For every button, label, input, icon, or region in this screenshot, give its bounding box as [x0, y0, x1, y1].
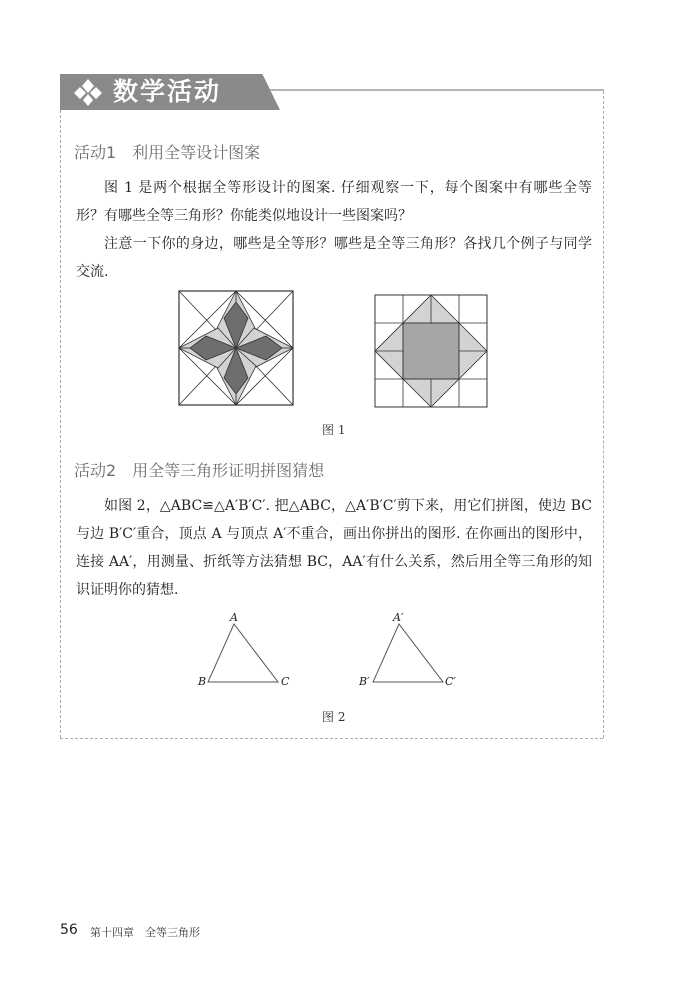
- figure1-star-pattern: [178, 290, 294, 406]
- activity1-paragraph1: 图 1 是两个根据全等形设计的图案. 仔细观察一下，每个图案中有哪些全等形？有哪些全等三角形？你能类似地设计一些图案吗？: [76, 180, 592, 224]
- vertex-label-b-prime: B′: [359, 675, 370, 688]
- vertex-label-a: A: [230, 611, 238, 624]
- page-number: 56: [60, 922, 78, 938]
- vertex-label-a-prime: A′: [393, 611, 404, 624]
- frame-border-right: [603, 91, 604, 738]
- triangle-a-prime-b-prime-c-prime: [373, 624, 443, 682]
- diamond-cluster-icon: [72, 78, 104, 108]
- vertex-label-c: C: [281, 675, 290, 688]
- vertex-label-c-prime: C′: [445, 675, 456, 688]
- activity2-title: 活动2 用全等三角形证明拼图猜想: [74, 461, 325, 480]
- activity1-paragraph2: 注意一下你的身边，哪些是全等形？哪些是全等三角形？各找几个例子与同学交流.: [76, 236, 592, 280]
- vertex-label-b: B: [198, 675, 207, 688]
- activity1-title: 活动1 利用全等设计图案: [74, 143, 261, 162]
- frame-border-left: [60, 110, 61, 738]
- figure1-grid-pattern: [374, 294, 488, 408]
- section-title: 数学活动: [113, 77, 222, 106]
- figure1-caption: 图 1: [322, 423, 346, 437]
- activity2-paragraph: 如图 2，△ABC≌△A′B′C′. 把△ABC，△A′B′C′剪下来，用它们拼图，使边 BC 与边 B′C′重合，顶点 A 与顶点 A′不重合，画出你拼出的图形. 在你画出的图形中，连接 AA′，用测量、折纸等方法猜想 BC，AA′有什么关系，然后用全等三角形的知识证明你的猜想.: [76, 498, 592, 598]
- banner-rule: [270, 89, 604, 91]
- figure2-caption: 图 2: [322, 710, 346, 724]
- frame-border-bottom: [60, 738, 603, 739]
- chapter-title: 第十四章 全等三角形: [90, 926, 200, 939]
- triangle-abc: [208, 624, 278, 682]
- center-square: [403, 323, 459, 379]
